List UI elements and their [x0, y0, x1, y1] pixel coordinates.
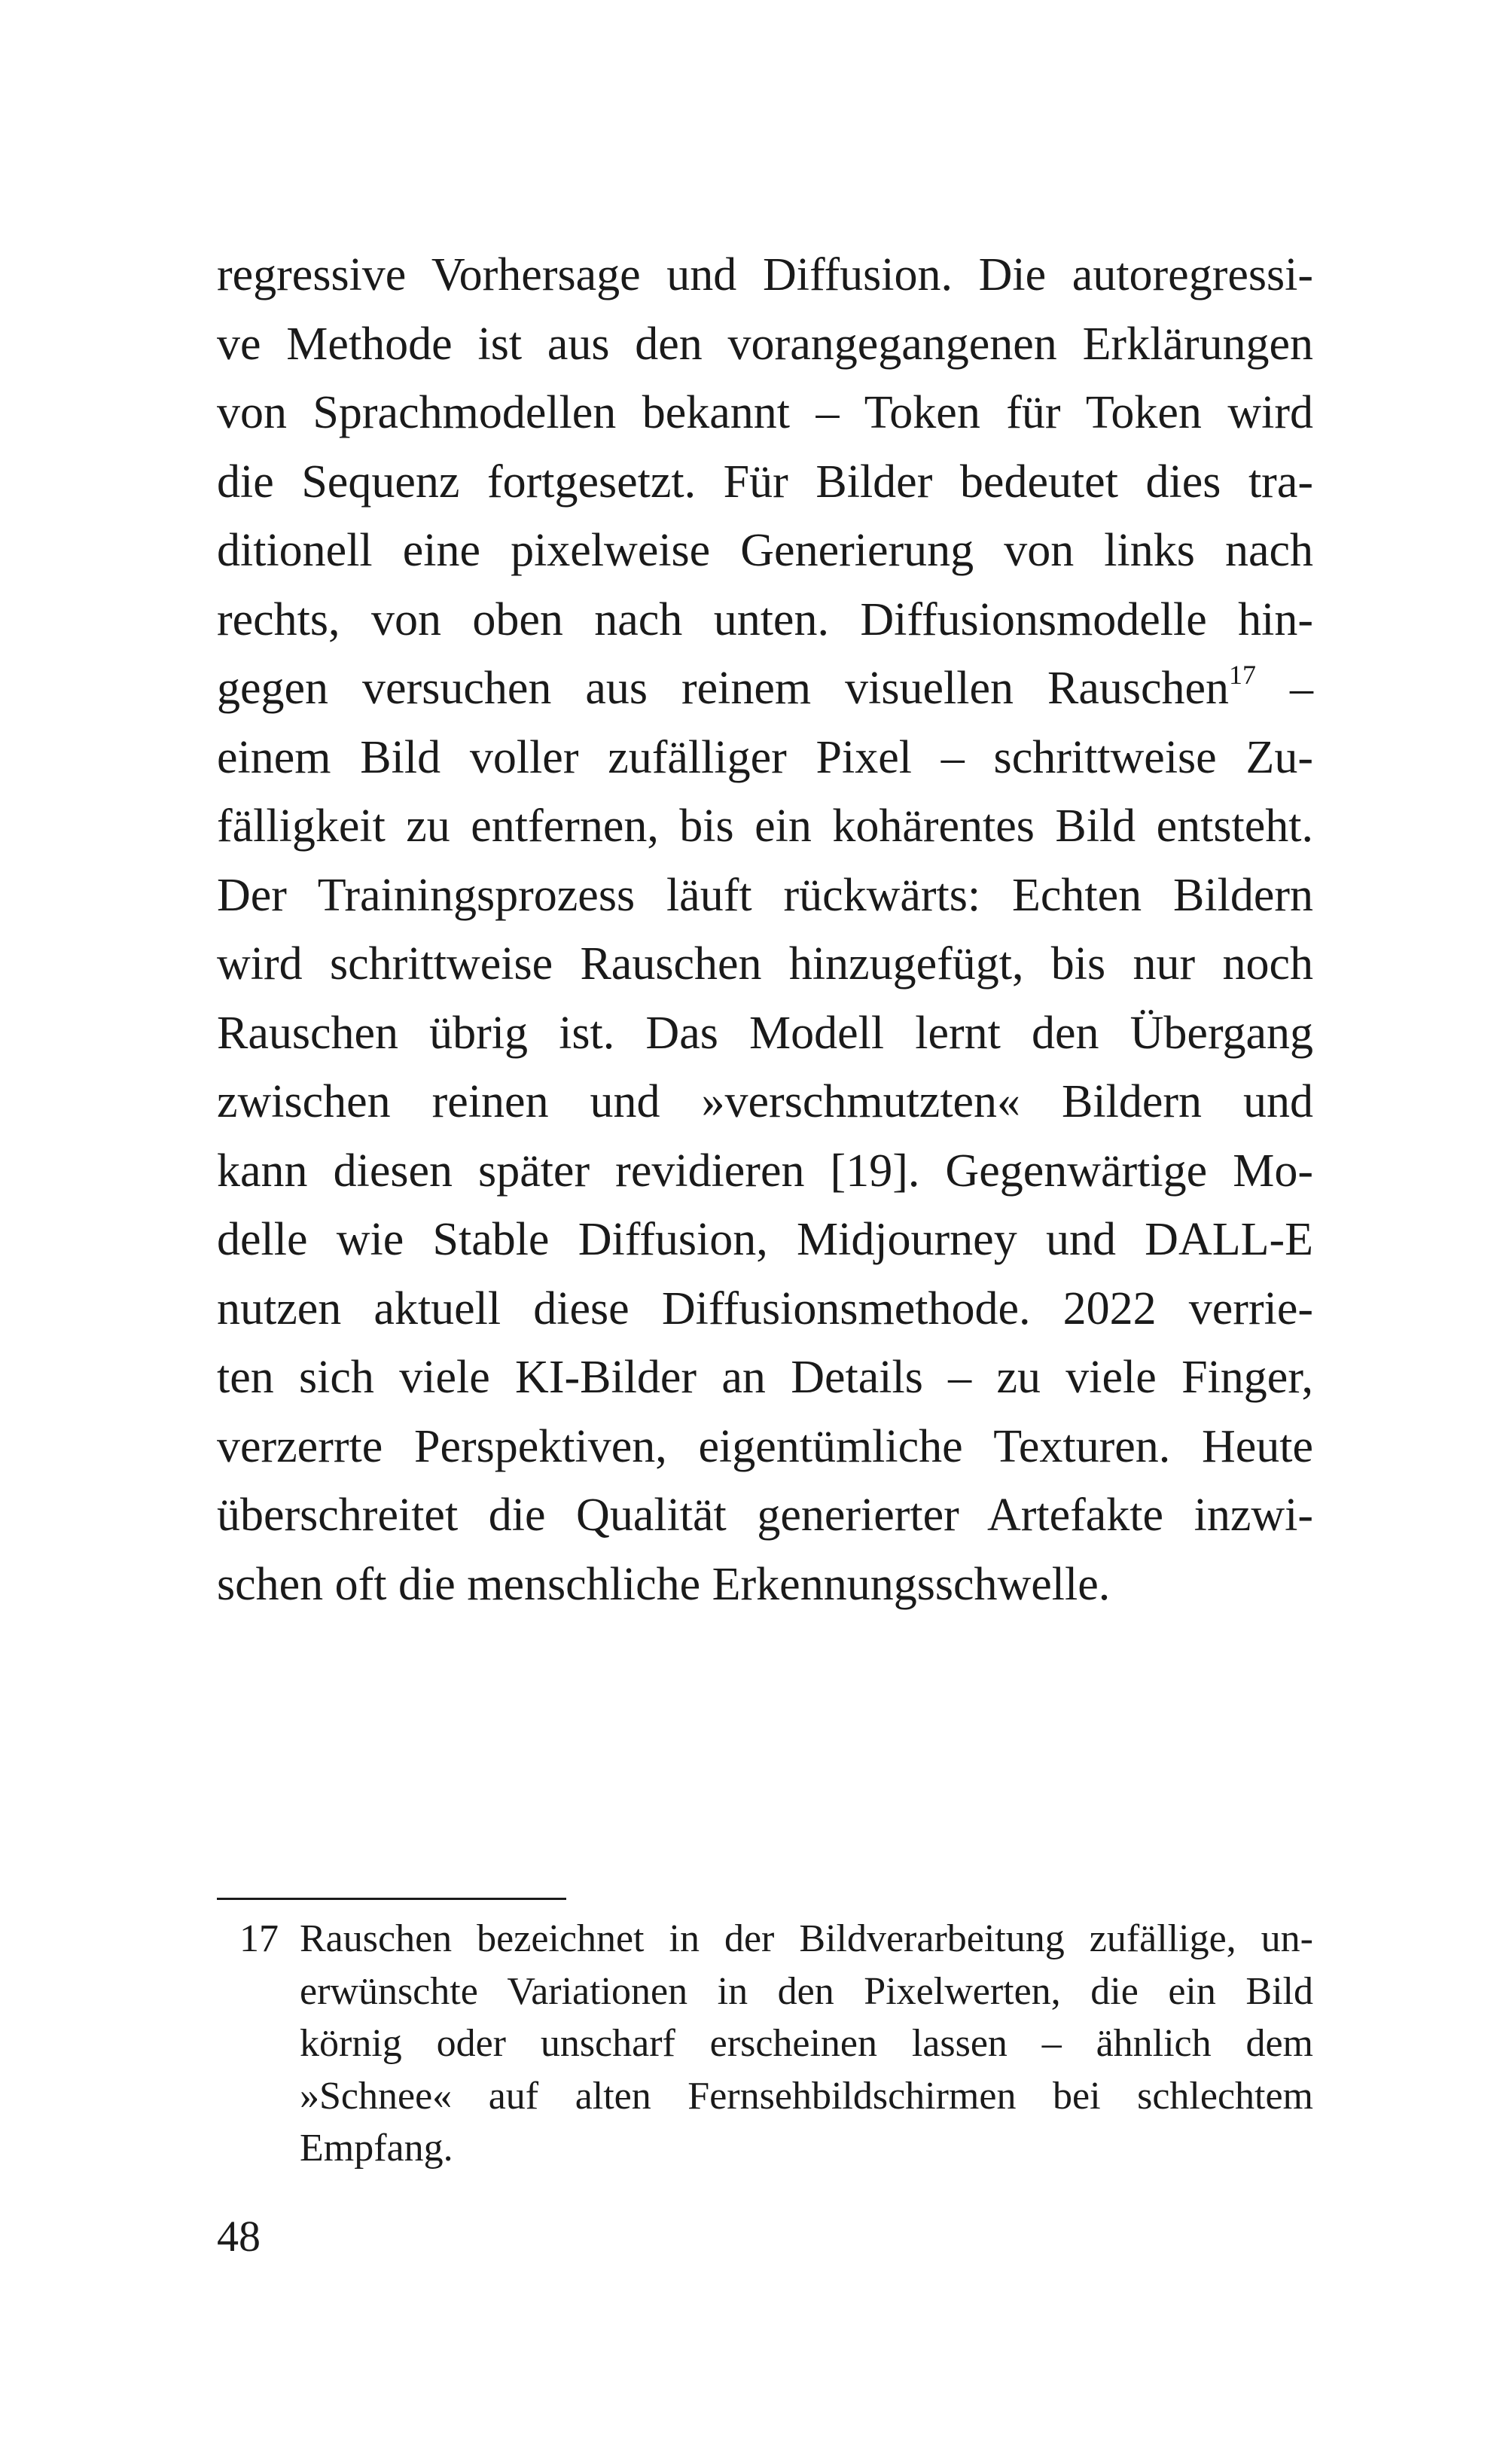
body-line-12: Rauschen übrig ist. Das Modell lernt den Übergang	[217, 1007, 1313, 1059]
body-line-15: delle wie Stable Diffusion, Midjourney und DALL-E	[217, 1214, 1313, 1265]
body-line-11: wird schrittweise Rauschen hinzugefügt, bis nur noch	[217, 938, 1313, 990]
body-line-10: Der Trainingsprozess läuft rückwärts: Echten Bildern	[217, 869, 1313, 921]
body-line-20: schen oft die menschliche Erkennungsschwelle.	[217, 1558, 1111, 1610]
body-line-19: überschreitet die Qualität generierter Artefakte inzwi-	[217, 1490, 1313, 1541]
footnote-divider	[217, 1898, 566, 1900]
footnote-line-5: Empfang.	[300, 2127, 453, 2170]
body-line-1: regressive Vorhersage und Diffusion. Die autoregressi-	[217, 249, 1313, 300]
body-line-13: zwischen reinen und »verschmutzten« Bildern und	[217, 1076, 1313, 1127]
footnote-line-1: Rauschen bezeichnet in der Bildverarbeitung zufällige, un-	[300, 1917, 1313, 1960]
body-line-7-tail: –	[1256, 663, 1314, 714]
body-line-9: fälligkeit zu entfernen, bis ein kohärentes Bild entsteht.	[217, 800, 1313, 852]
footnote-number: 17	[239, 1917, 279, 1960]
body-line-18: verzerrte Perspektiven, eigentümliche Texturen. Heute	[217, 1420, 1313, 1472]
body-line-16: nutzen aktuell diese Diffusionsmethode. 2022 verrie-	[217, 1282, 1313, 1334]
page-number: 48	[217, 2212, 261, 2261]
body-line-17: ten sich viele KI-Bilder an Details – zu viele Finger,	[217, 1352, 1313, 1403]
body-line-4: die Sequenz fortgesetzt. Für Bilder bedeutet dies tra-	[217, 456, 1313, 508]
footnote-reference: 17	[1229, 660, 1257, 690]
body-line-2: ve Methode ist aus den vorangegangenen Erklärungen	[217, 318, 1313, 370]
body-line-7-text: gegen versuchen aus reinem visuellen Rauschen	[217, 663, 1230, 714]
footnote-line-3: körnig oder unscharf erscheinen lassen – ähnlich dem	[300, 2022, 1313, 2065]
body-line-6: rechts, von oben nach unten. Diffusionsmodelle hin-	[217, 593, 1313, 645]
footnote-line-2: erwünschte Variationen in den Pixelwerten, die ein Bild	[300, 1969, 1313, 2013]
body-line-5: ditionell eine pixelweise Generierung von links nach	[217, 525, 1313, 576]
footnote-text	[300, 1913, 1313, 2175]
body-paragraph	[217, 241, 1313, 1619]
body-line-14: kann diesen später revidieren [19]. Gegenwärtige Mo-	[217, 1145, 1313, 1197]
body-line-7	[217, 654, 1313, 724]
footnote-line-4: »Schnee« auf alten Fernsehbildschirmen bei schlechtem	[300, 2074, 1313, 2118]
body-line-8: einem Bild voller zufälliger Pixel – schrittweise Zu-	[217, 731, 1313, 783]
body-line-3: von Sprachmodellen bekannt – Token für Token wird	[217, 387, 1313, 438]
